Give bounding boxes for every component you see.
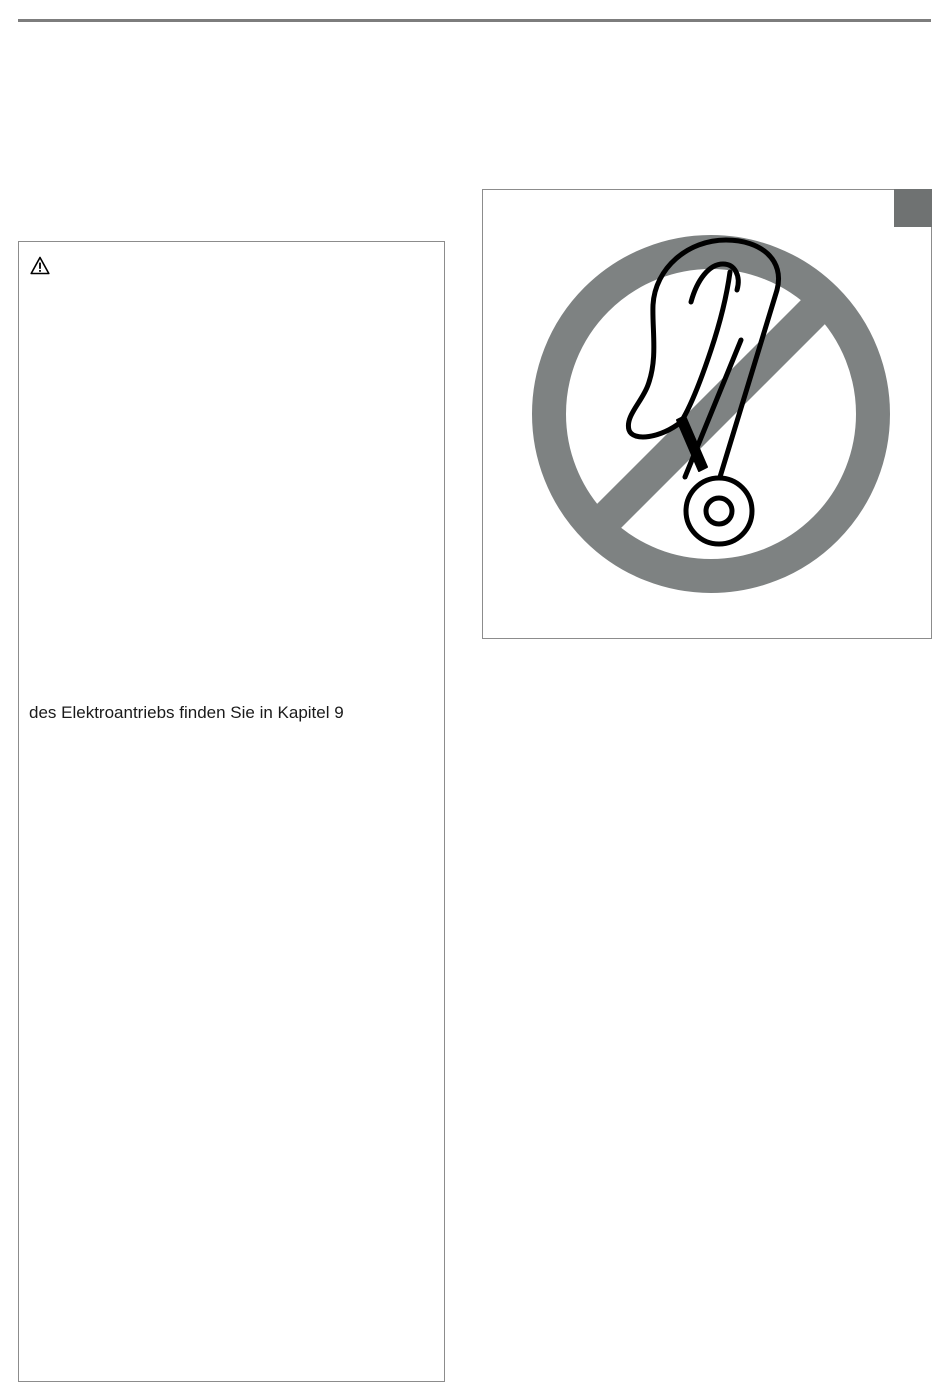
warning-text: des Elektroantriebs finden Sie in Kapitel 9 — [29, 703, 344, 722]
figure-box — [482, 189, 932, 639]
header-rule — [18, 19, 931, 22]
warning-triangle-icon — [30, 256, 50, 275]
warning-box — [18, 241, 445, 1382]
no-hook-prohibition-icon — [483, 190, 933, 640]
